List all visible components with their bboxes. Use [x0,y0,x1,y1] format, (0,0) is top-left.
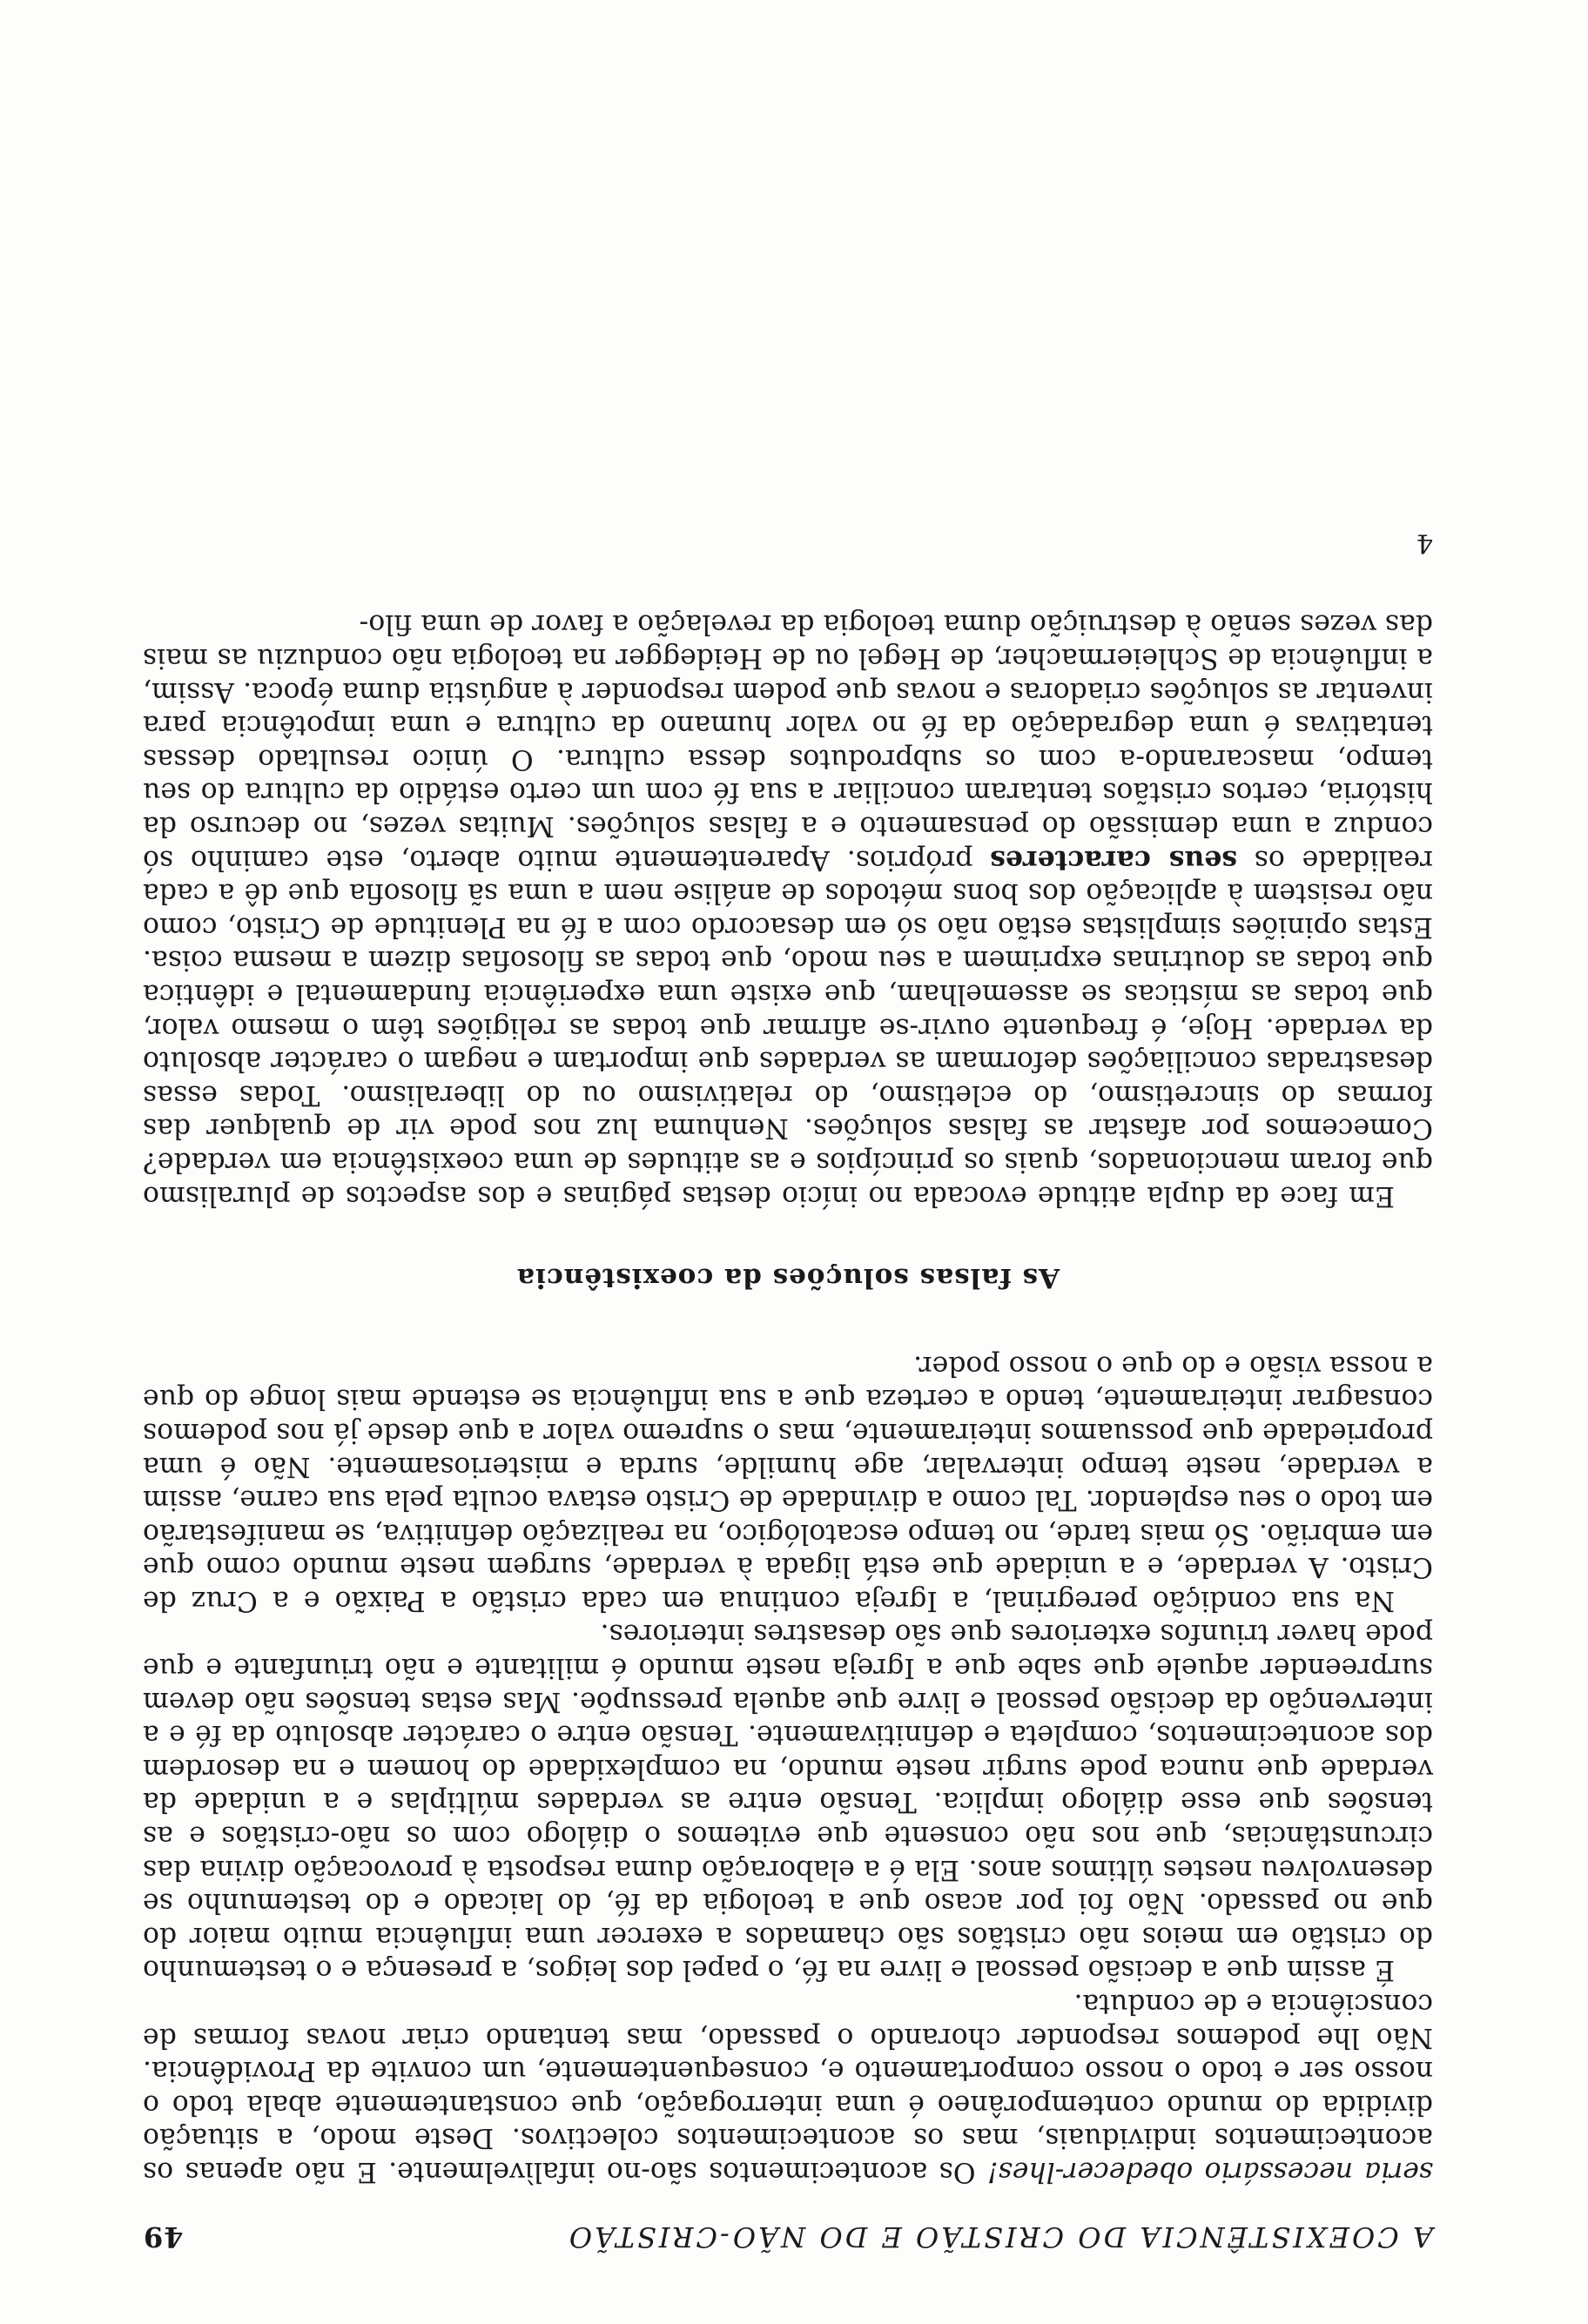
page-number: 49 [143,2220,184,2253]
bold-phrase: seus caracteres [990,843,1237,877]
paragraph-text: Em face da dupla atitude evocada no início destas páginas e dos aspectos de pluralismo que foram mencionados, quais os princípios e as atitudes de uma coexistência em verdade? Comecemos por afastar as falsas soluções. Nenhuma luz nos pode vir de qualquer das formas do sincretismo, do ecletismo, do relativismo ou do liberalismo. Todas essas desastradas conciliações deformam as verdades que importam e negam o carácter absoluto da verdade. Hoje, é frequente ouvir-se afirmar que todas as religiões têm o mesmo valor, que todas as místicas se assemelham, que existe uma experiência fundamental e idêntica que todas as doutrinas exprimem a seu modo, que todas as filosofias dizem a mesma coisa. Estas opiniões simplistas estão não só em desacordo com a fé na Plenitude de Cristo, como não resistem à aplicação dos bons métodos de análise nem a uma sã filosofia que dê a cada realidade os [143,843,1433,1212]
paragraph-text-tail: próprios. Aparentemente muito aberto, este caminho só conduz a uma demissão do pensamento e a falsas soluções. Muitas vezes, no decurso da história, certos cristãos tentaram conciliar a sua fé com um certo estádio da cultura do seu tempo, mascarando-a com os subprodutos dessa cultura. O único resultado dessas tentativas é uma degradação da fé no valor humano da cultura e uma impotência para inventar as soluções criadoras e novas que podem responder à angústia duma época. Assim, a influência de Schleiermacher, de Hegel ou de Heidegger na teologia não conduziu as mais das vezes senão à destruição duma teologia da revelação a favor de uma filo- [143,608,1433,876]
italic-phrase: seria necessário obedecer-lhes! [986,2156,1433,2187]
paragraph: É assim que a decisão pessoal e livre na fé, o papel dos leigos, a presença e o testemunho do cristão em meios não cristãos são chamados a exercer uma influência muito maior do que no passado. Não foi por acaso que a teologia da fé, do laicado e do testemunho se desenvolveu nestes últimos anos. Ela é a elaboração duma resposta à provocação divina das circunstâncias, que nos não consente que evitemos o diálogo com os não-cristãos e as tensões que esse diálogo implica. Tensão entre as verdades múltiplas e a unidade da verdade que nunca pode surgir neste mundo, na complexidade do homem e na desordem dos acontecimentos, completa e definitivamente. Tensão entre o carácter absoluto da fé e a intervenção da decisão pessoal e livre que aquela pressupõe. Mas estas tensões não devem surpreender aquele que sabe que a Igreja neste mundo é militante e não triunfante e que pode haver triunfos exteriores que são desastres interiores. [143,1618,1433,1986]
signature-mark: 4 [1416,527,1433,558]
section-heading: As falsas soluções da coexistência [515,1262,1060,1294]
page-body [143,527,1433,2254]
paragraph [143,608,1433,1212]
paragraph-text: Os acontecimentos são-no infalìvelmente. E não apenas os acontecimentos individuais, mas os acontecimentos colectivos. Deste modo, a situação dividida do mundo contemporâneo é uma interrogação, que constantemente abala todo o nosso ser e todo o nosso comportamento e, consequentemente, um convite da Providência. Não lhe podemos responder chorando o passado, mas tentando criar novas formas de consciência e de conduta. [143,1988,1433,2187]
paragraph-continuation [143,1986,1433,2188]
running-head [143,2220,1433,2254]
running-head-title: A COEXISTÊNCIA DO CRISTÃO E DO NÃO-CRISTÃO [566,2220,1433,2253]
paragraph: Na sua condição peregrinal, a Igreja continua em cada cristão a Paixão e a Cruz de Cristo. A verdade, e a unidade que está ligada à verdade, surgem neste mundo como que em embrião. Só mais tarde, no tempo escatológico, na realização definitiva, se manifestarão em todo o seu esplendor. Tal como a divindade de Cristo estava oculta pela sua carne, assim a verdade, neste tempo intervalar, age humilde, surda e misteriosamente. Não é uma propriedade que possuamos inteiramente, mas o supremo valor a que desde já nos podemos consagrar inteiramente, tendo a certeza que a sua influência se estende mais longe do que a nossa visão e do que o nosso poder. [143,1349,1433,1616]
